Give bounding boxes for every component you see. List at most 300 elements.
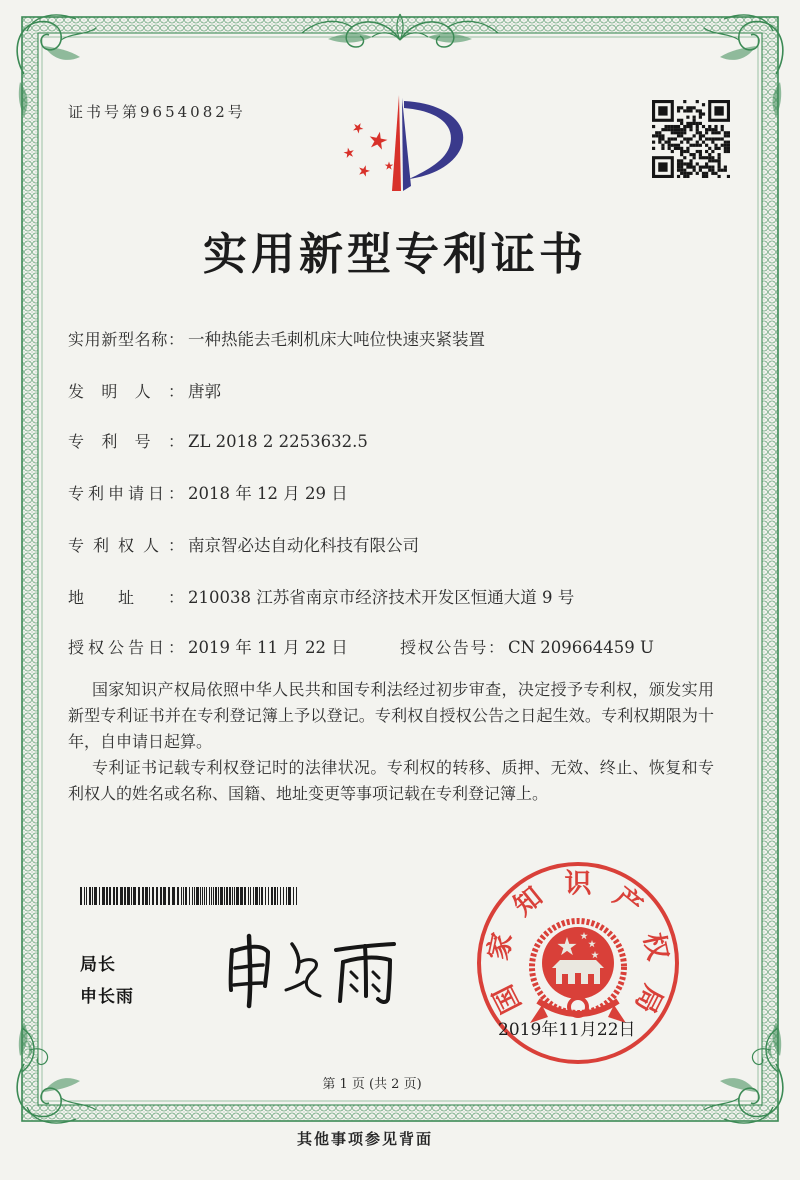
qr-module	[724, 144, 727, 147]
barcode-bar	[152, 887, 154, 905]
qr-module	[708, 156, 711, 159]
qr-module	[718, 175, 721, 178]
qr-module	[711, 141, 714, 144]
qr-module	[693, 153, 696, 156]
qr-module	[705, 137, 708, 140]
field-name-value: 一种热能去毛刺机床大吨位快速夹紧装置	[188, 330, 485, 349]
barcode-bar	[200, 887, 201, 905]
qr-module	[683, 131, 686, 134]
qr-module	[708, 137, 711, 140]
qr-module	[680, 122, 683, 125]
qr-module	[711, 172, 714, 175]
barcode-bar	[163, 887, 166, 905]
qr-module	[689, 144, 692, 147]
body-line: 国家知识产权局依照中华人民共和国专利法经过初步审查，决定授予专利权，颁发实用	[92, 680, 714, 699]
field-grant-number	[400, 637, 654, 659]
qr-module	[711, 159, 714, 162]
handwritten-signature-icon	[215, 928, 405, 1012]
qr-module	[699, 134, 702, 137]
barcode-bar	[192, 887, 193, 905]
barcode-bar	[116, 887, 118, 905]
qr-module	[696, 128, 699, 131]
qr-module	[696, 100, 699, 103]
qr-module	[680, 162, 683, 165]
qr-module	[671, 144, 674, 147]
qr-module	[714, 144, 717, 147]
field-grant-date	[68, 637, 348, 659]
qr-module	[683, 162, 686, 165]
seal-char: 国	[487, 979, 528, 1018]
barcode-bar	[185, 887, 187, 905]
qr-module	[677, 134, 680, 137]
qr-modules	[652, 100, 730, 178]
qr-module	[696, 144, 699, 147]
qr-module	[664, 128, 667, 131]
qr-module	[724, 141, 727, 144]
qr-module	[686, 122, 689, 125]
qr-module	[686, 137, 689, 140]
logo-bowl	[404, 101, 463, 179]
qr-module	[696, 122, 699, 125]
certificate-body	[68, 677, 714, 807]
qr-module	[724, 150, 727, 153]
field-inventor	[68, 381, 221, 403]
logo-star-icon	[370, 132, 388, 150]
barcode-bar	[265, 887, 266, 905]
qr-module	[705, 166, 708, 169]
qr-module	[696, 172, 699, 175]
seal-char: 知	[508, 881, 549, 923]
footer-note: 其他事项参见背面	[296, 1130, 433, 1148]
qr-module	[677, 128, 680, 131]
qr-module	[677, 147, 680, 150]
barcode-bar	[172, 887, 175, 905]
field-patent-number-label: 专利号：	[68, 432, 184, 451]
qr-module	[702, 175, 705, 178]
qr-module	[718, 137, 721, 140]
national-emblem-icon	[530, 921, 626, 1023]
qr-module	[689, 122, 692, 125]
barcode-bar	[268, 887, 269, 905]
qr-module	[702, 112, 705, 115]
qr-module	[686, 172, 689, 175]
qr-module	[689, 162, 692, 165]
qr-module	[727, 131, 730, 134]
barcode-bar	[160, 887, 162, 905]
qr-module	[714, 125, 717, 128]
qr-module	[693, 116, 696, 119]
qr-module	[699, 156, 702, 159]
barcode-bar	[224, 887, 225, 905]
qr-module	[705, 172, 708, 175]
qr-module	[696, 162, 699, 165]
qr-module	[696, 150, 699, 153]
field-grant-date-label: 授权公告日：	[68, 638, 184, 657]
field-name	[68, 329, 485, 351]
logo-stem-blue	[402, 98, 411, 191]
qr-module	[693, 156, 696, 159]
barcode-bar	[240, 887, 243, 905]
field-grant-date-value: 2019 年 11 月 22 日	[188, 638, 348, 657]
qr-module	[711, 156, 714, 159]
qr-module	[689, 172, 692, 175]
barcode-bar	[259, 887, 260, 905]
qr-module	[683, 150, 686, 153]
field-inventor-label: 发明人：	[68, 382, 184, 401]
qr-module	[674, 137, 677, 140]
field-filing-date-value: 2018 年 12 月 29 日	[188, 484, 348, 503]
qr-module	[655, 134, 658, 137]
signatory-position: 局长	[80, 955, 116, 975]
body-line: 利权人的姓名或名称、国籍、地址变更等事项记载在专利登记簿上。	[68, 784, 549, 803]
qr-module	[693, 134, 696, 137]
qr-module	[683, 156, 686, 159]
qr-module	[705, 150, 708, 153]
qr-module	[714, 128, 717, 131]
qr-module	[677, 175, 680, 178]
barcode-bar	[86, 887, 87, 905]
barcode-bar	[94, 887, 97, 905]
qr-module	[693, 119, 696, 122]
qr-module	[711, 137, 714, 140]
qr-module	[674, 147, 677, 150]
qr-module	[680, 166, 683, 169]
field-patentee-label: 专利权人：	[68, 536, 184, 555]
qr-module	[683, 128, 686, 131]
qr-module	[702, 103, 705, 106]
qr-module	[721, 125, 724, 128]
qr-module	[668, 128, 671, 131]
qr-module	[689, 137, 692, 140]
qr-module	[727, 134, 730, 137]
barcode-icon	[80, 887, 300, 905]
qr-module	[711, 169, 714, 172]
qr-module	[671, 137, 674, 140]
qr-module	[718, 131, 721, 134]
barcode-bar	[84, 887, 85, 905]
qr-module	[689, 125, 692, 128]
qr-module	[686, 116, 689, 119]
logo-stars	[344, 123, 394, 177]
qr-module	[708, 169, 711, 172]
barcode-bar	[131, 887, 132, 905]
qr-module	[677, 169, 680, 172]
qr-module	[727, 147, 730, 150]
barcode-bar	[253, 887, 254, 905]
barcode-bar	[133, 887, 136, 905]
qr-module	[686, 147, 689, 150]
qr-module	[718, 156, 721, 159]
barcode-bar	[215, 887, 217, 905]
qr-module	[724, 169, 727, 172]
qr-module	[718, 147, 721, 150]
qr-module	[683, 175, 686, 178]
qr-module	[721, 128, 724, 131]
qr-module	[680, 150, 683, 153]
qr-module	[680, 119, 683, 122]
qr-module	[680, 159, 683, 162]
barcode-bar	[189, 887, 190, 905]
qr-module	[680, 153, 683, 156]
qr-module	[677, 106, 680, 109]
barcode-bar	[92, 887, 93, 905]
qr-module	[658, 134, 661, 137]
qr-module	[680, 147, 683, 150]
qr-module	[696, 109, 699, 112]
qr-module	[724, 134, 727, 137]
qr-module	[680, 128, 683, 131]
qr-module	[683, 100, 686, 103]
logo-star-icon	[359, 165, 370, 176]
barcode-bar	[127, 887, 130, 905]
qr-module	[652, 134, 655, 137]
qr-module	[696, 125, 699, 128]
field-patent-number	[68, 431, 368, 453]
qr-module	[702, 134, 705, 137]
qr-module	[655, 131, 658, 134]
qr-module	[677, 159, 680, 162]
barcode-bar	[181, 887, 182, 905]
qr-module	[718, 153, 721, 156]
qr-module	[686, 175, 689, 178]
qr-module	[661, 147, 664, 150]
barcode-bar	[124, 887, 126, 905]
qr-module	[668, 125, 671, 128]
qr-module	[699, 112, 702, 115]
qr-module	[702, 125, 705, 128]
qr-module	[668, 144, 671, 147]
qr-module	[708, 159, 711, 162]
qr-module	[680, 106, 683, 109]
qr-module	[696, 141, 699, 144]
qr-module	[708, 147, 711, 150]
qr-module	[671, 131, 674, 134]
qr-module	[652, 147, 655, 150]
body-line: 专利证书记载专利权登记时的法律状况。专利权的转移、质押、无效、终止、恢复和专	[92, 758, 714, 777]
barcode-bar	[89, 887, 91, 905]
qr-module	[718, 169, 721, 172]
qr-module	[727, 150, 730, 153]
field-grant-number-value: CN 209664459 U	[508, 638, 654, 657]
qr-module	[671, 128, 674, 131]
qr-module	[652, 125, 655, 128]
qr-module	[677, 162, 680, 165]
barcode-bar	[202, 887, 203, 905]
qr-module	[677, 166, 680, 169]
seal-char: 产	[607, 881, 648, 923]
barcode-bar	[80, 887, 82, 905]
barcode-bar	[120, 887, 123, 905]
qr-module	[671, 150, 674, 153]
qr-module	[683, 125, 686, 128]
qr-module	[721, 144, 724, 147]
barcode-bar	[274, 887, 276, 905]
qr-module	[677, 119, 680, 122]
seal-date: 2019年11月22日	[498, 1020, 636, 1040]
field-inventor-value: 唐郭	[188, 382, 221, 401]
qr-module	[718, 162, 721, 165]
qr-module	[674, 131, 677, 134]
barcode-bar	[220, 887, 223, 905]
logo-stem-red	[392, 95, 401, 191]
qr-module	[686, 125, 689, 128]
qr-module	[699, 116, 702, 119]
qr-module	[661, 128, 664, 131]
qr-module	[699, 131, 702, 134]
qr-module	[658, 131, 661, 134]
qr-code-icon	[652, 100, 730, 178]
qr-module	[699, 122, 702, 125]
qr-module	[686, 106, 689, 109]
barcode-bar	[145, 887, 148, 905]
qr-module	[683, 137, 686, 140]
qr-module	[668, 147, 671, 150]
body-line: 新型专利证书并在专利登记簿上予以登记。专利权自授权公告之日起生效。专利权期限为十	[68, 706, 714, 725]
qr-module	[724, 131, 727, 134]
qr-module	[714, 159, 717, 162]
seal-char: 局	[628, 979, 669, 1018]
certificate-title: 实用新型专利证书	[203, 229, 587, 280]
qr-module	[696, 131, 699, 134]
qr-module	[664, 125, 667, 128]
qr-module	[677, 131, 680, 134]
barcode-bar	[213, 887, 214, 905]
qr-module	[714, 137, 717, 140]
barcode-bar	[168, 887, 170, 905]
barcode-bar	[236, 887, 239, 905]
signatory-name: 申长雨	[80, 987, 134, 1007]
barcode-bar	[271, 887, 273, 905]
barcode-bar	[142, 887, 144, 905]
barcode-bar	[183, 887, 184, 905]
qr-module	[714, 131, 717, 134]
qr-module	[727, 141, 730, 144]
barcode-bar	[113, 887, 115, 905]
barcode-bar	[102, 887, 105, 905]
barcode-bar	[156, 887, 158, 905]
qr-module	[699, 150, 702, 153]
qr-finder-core	[714, 106, 723, 115]
qr-module	[664, 141, 667, 144]
qr-module	[693, 144, 696, 147]
field-filing-date-label: 专利申请日：	[68, 484, 184, 503]
barcode-bar	[250, 887, 251, 905]
qr-module	[677, 109, 680, 112]
barcode-bar	[280, 887, 281, 905]
certificate-number: 证书号第9654082号	[68, 103, 246, 121]
field-address-value: 210038 江苏省南京市经济技术开发区恒通大道 9 号	[188, 588, 575, 607]
barcode-bar	[226, 887, 228, 905]
body-line: 年，自申请日起算。	[68, 732, 213, 751]
barcode-bar	[261, 887, 263, 905]
qr-module	[711, 150, 714, 153]
qr-module	[705, 128, 708, 131]
qr-module	[711, 131, 714, 134]
qr-module	[686, 166, 689, 169]
qr-module	[699, 169, 702, 172]
qr-module	[689, 106, 692, 109]
qr-module	[727, 144, 730, 147]
barcode-bar	[211, 887, 212, 905]
qr-module	[724, 166, 727, 169]
qr-module	[705, 175, 708, 178]
field-grant-number-label: 授权公告号：	[400, 638, 504, 657]
qr-module	[680, 141, 683, 144]
qr-module	[693, 106, 696, 109]
qr-module	[661, 144, 664, 147]
logo-star-icon	[344, 148, 354, 158]
qr-finder-core	[658, 106, 667, 115]
qr-module	[708, 153, 711, 156]
qr-module	[689, 166, 692, 169]
qr-module	[721, 137, 724, 140]
field-address-label: 地址：	[68, 588, 184, 607]
qr-module	[705, 156, 708, 159]
field-patentee	[68, 535, 419, 557]
qr-module	[686, 162, 689, 165]
qr-module	[693, 169, 696, 172]
qr-module	[689, 159, 692, 162]
qr-module	[705, 131, 708, 134]
seal-char: 家	[482, 930, 519, 963]
qr-module	[689, 109, 692, 112]
barcode-bar	[229, 887, 231, 905]
qr-module	[680, 169, 683, 172]
qr-module	[702, 141, 705, 144]
logo-star-icon	[385, 162, 394, 170]
field-patent-number-value: ZL 2018 2 2253632.5	[188, 432, 368, 451]
barcode-bar	[286, 887, 287, 905]
qr-module	[693, 122, 696, 125]
qr-module	[714, 172, 717, 175]
qr-module	[718, 166, 721, 169]
qr-module	[702, 166, 705, 169]
barcode-bar	[204, 887, 205, 905]
qr-module	[689, 128, 692, 131]
qr-module	[702, 156, 705, 159]
qr-module	[724, 147, 727, 150]
barcode-bar	[99, 887, 100, 905]
barcode-bar	[232, 887, 233, 905]
barcode-bar	[106, 887, 108, 905]
qr-module	[686, 141, 689, 144]
field-address	[68, 587, 574, 609]
barcode-bar	[293, 887, 294, 905]
barcode-bar	[283, 887, 284, 905]
qr-module	[668, 141, 671, 144]
qr-module	[699, 153, 702, 156]
qr-module	[680, 134, 683, 137]
cnipa-logo-icon	[330, 88, 470, 198]
barcode-bar	[109, 887, 111, 905]
barcode-bar	[218, 887, 219, 905]
barcode-bar	[149, 887, 150, 905]
qr-module	[683, 169, 686, 172]
qr-module	[677, 144, 680, 147]
barcode-bar	[288, 887, 291, 905]
barcode-bar	[248, 887, 249, 905]
qr-module	[674, 144, 677, 147]
qr-module	[652, 141, 655, 144]
qr-module	[702, 172, 705, 175]
barcode-bar	[244, 887, 246, 905]
qr-module	[683, 172, 686, 175]
qr-module	[686, 109, 689, 112]
qr-module	[727, 175, 730, 178]
logo-star-icon	[353, 123, 363, 133]
qr-module	[705, 162, 708, 165]
qr-module	[661, 137, 664, 140]
